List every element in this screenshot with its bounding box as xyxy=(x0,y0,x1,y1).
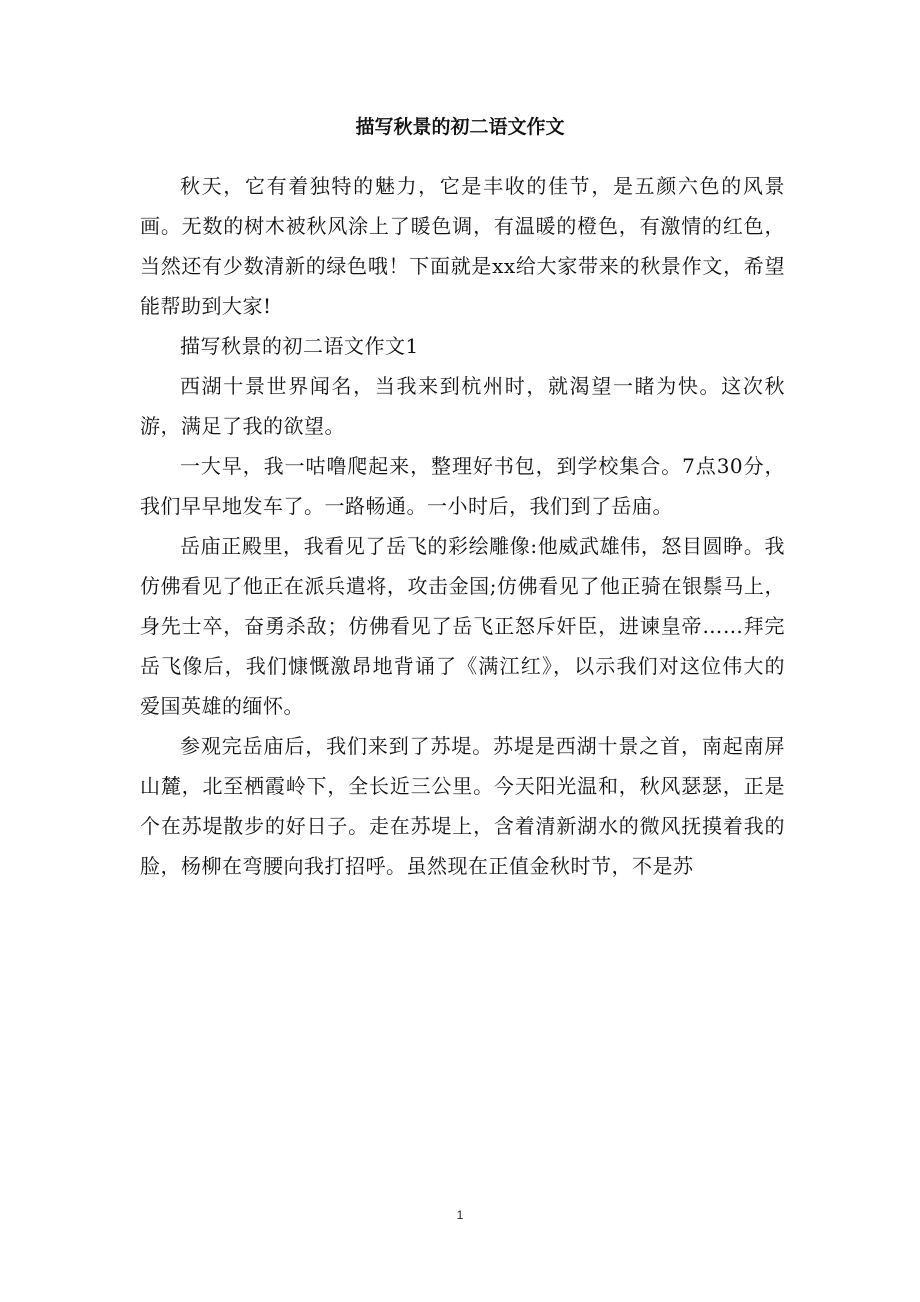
document-body xyxy=(140,166,785,886)
paragraph-yue-temple: 岳庙正殿里，我看见了岳飞的彩绘雕像:他威武雄伟，怒目圆睁。我仿佛看见了他正在派兵遣将，攻击金国;仿佛看见了他正骑在银鬃马上，身先士卒，奋勇杀敌；仿佛看见了岳飞正怒斥奸臣，进谏皇帝……拜完岳飞像后，我们慷慨激昂地背诵了《满江红》，以示我们对这位伟大的爱国英雄的缅怀。 xyxy=(140,534,785,718)
paragraph-morning: 一大早，我一咕噜爬起来，整理好书包，到学校集合。7点30分，我们早早地发车了。一路畅通。一小时后，我们到了岳庙。 xyxy=(140,454,785,518)
paragraph-subtitle: 描写秋景的初二语文作文1 xyxy=(180,334,419,358)
document-title: 描写秋景的初二语文作文 xyxy=(355,116,565,138)
paragraph-west-lake: 西湖十景世界闻名，当我来到杭州时，就渴望一睹为快。这次秋游，满足了我的欲望。 xyxy=(140,374,785,438)
paragraph-su-causeway: 参观完岳庙后，我们来到了苏堤。苏堤是西湖十景之首，南起南屏山麓，北至栖霞岭下，全长近三公里。今天阳光温和，秋风瑟瑟，正是个在苏堤散步的好日子。走在苏堤上，含着清新湖水的微风抚摸着我的脸，杨柳在弯腰向我打招呼。虽然现在正值金秋时节，不是苏 xyxy=(140,734,785,878)
page-number: 1 xyxy=(456,1208,464,1222)
paragraph-intro: 秋天，它有着独特的魅力，它是丰收的佳节，是五颜六色的风景画。无数的树木被秋风涂上了暖色调，有温暖的橙色，有激情的红色，当然还有少数清新的绿色哦！下面就是xx给大家带来的秋景作文，希望能帮助到大家! xyxy=(140,174,785,318)
